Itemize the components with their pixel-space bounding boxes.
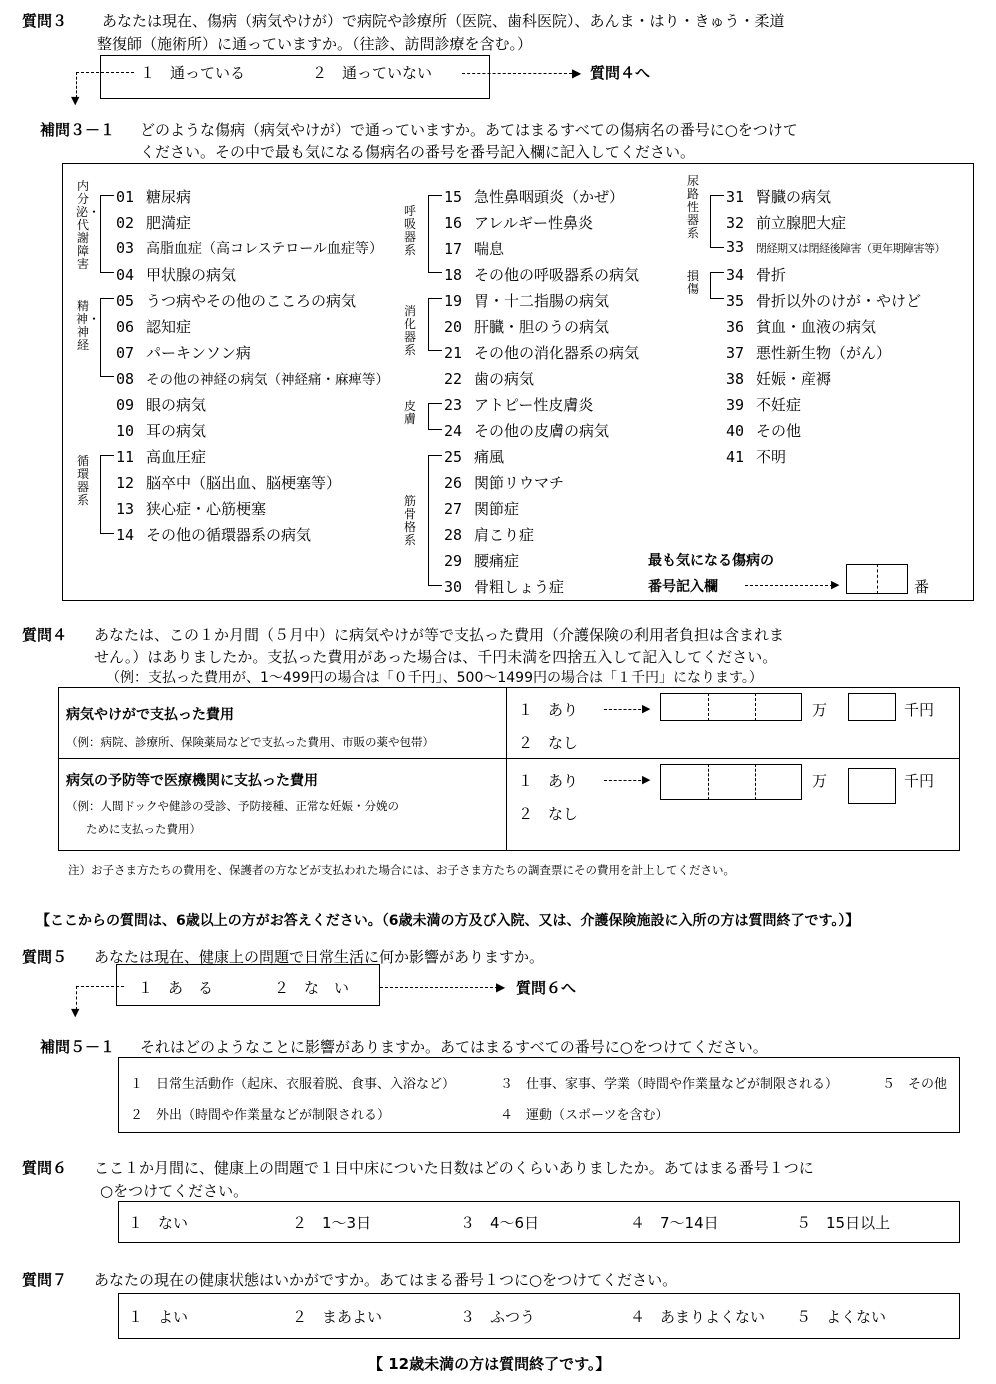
disease-item-06[interactable]: 06 認知症 <box>116 318 192 336</box>
q4-row1-note: （例：病院、診療所、保険薬局などで支払った費用、市販の薬や包帯） <box>66 735 434 749</box>
q4-text-line1: あなたは、この１か月間（５月中）に病気やけが等で支払った費用（介護保険の利用者負担は含まれま <box>94 626 785 644</box>
q6-option-3[interactable]: ３ 4～6日 <box>460 1214 540 1232</box>
disease-item-03[interactable]: 03 高脂血症（高コレステロール血症等） <box>116 239 384 257</box>
disease-item-36[interactable]: 36 貧血・血液の病気 <box>726 318 877 336</box>
disease-item-41[interactable]: 41 不明 <box>726 448 787 466</box>
q4-row2-note1: （例：人間ドックや健診の受診、予防接種、正常な妊娠・分娩の <box>66 799 400 813</box>
q51-label: 補問５－１ <box>40 1038 116 1056</box>
notice-12-years: 【 12歳未満の方は質問終了です。】 <box>368 1355 611 1373</box>
disease-item-26[interactable]: 26 関節リウマチ <box>444 474 565 492</box>
q51-option-2[interactable]: ２ 外出（時間や作業量などが制限される） <box>130 1108 391 1123</box>
q7-option-5[interactable]: ５ よくない <box>796 1308 887 1326</box>
q4-row2-man-field[interactable] <box>660 764 802 800</box>
q6-option-2[interactable]: ２ 1～3日 <box>292 1214 372 1232</box>
disease-item-18[interactable]: 18 その他の呼吸器系の病気 <box>444 266 640 284</box>
q4-row2-man-unit: 万 <box>812 772 828 790</box>
disease-item-40[interactable]: 40 その他 <box>726 422 802 440</box>
q4-row1-sen-unit: 千円 <box>904 701 935 719</box>
disease-item-38[interactable]: 38 妊娠・産褥 <box>726 370 832 388</box>
q3-goto: 質問４へ <box>590 64 651 82</box>
disease-item-14[interactable]: 14 その他の循環器系の病気 <box>116 526 312 544</box>
disease-item-20[interactable]: 20 肝臓・胆のうの病気 <box>444 318 610 336</box>
disease-item-22[interactable]: 22 歯の病気 <box>444 370 535 388</box>
q31-text-line1: どのような傷病（病気やけが）で通っていますか。あてはまるすべての傷病名の番号に○をつけて <box>140 121 798 139</box>
disease-item-19[interactable]: 19 胃・十二指腸の病気 <box>444 292 610 310</box>
q5-text: あなたは現在、健康上の問題で日常生活に何か影響がありますか。 <box>94 948 545 966</box>
disease-item-05[interactable]: 05 うつ病やその他のこころの病気 <box>116 292 357 310</box>
category-musculoskeletal: 筋骨格系 <box>403 494 416 547</box>
q3-option-1[interactable]: １ 通っている <box>140 64 246 82</box>
q51-option-3[interactable]: ３ 仕事、家事、学業（時間や作業量などが制限される） <box>500 1077 839 1092</box>
disease-item-10[interactable]: 10 耳の病気 <box>116 422 207 440</box>
disease-item-32[interactable]: 32 前立腺肥大症 <box>726 214 847 232</box>
q5-goto: 質問６へ <box>516 979 577 997</box>
q51-text: それはどのようなことに影響がありますか。あてはまるすべての番号に○をつけてください。 <box>140 1038 768 1056</box>
q3-text-line2: 整復師（施術所）に通っていますか。（往診、訪問診療を含む。） <box>97 35 533 53</box>
q3-option-2[interactable]: ２ 通っていない <box>312 64 433 82</box>
disease-item-34[interactable]: 34 骨折 <box>726 266 787 284</box>
disease-item-31[interactable]: 31 腎臓の病気 <box>726 188 832 206</box>
q31-label: 補問３－１ <box>40 121 116 139</box>
disease-item-29[interactable]: 29 腰痛症 <box>444 552 520 570</box>
q5-option-2[interactable]: ２ な い <box>274 979 350 997</box>
disease-item-13[interactable]: 13 狭心症・心筋梗塞 <box>116 500 267 518</box>
category-injury: 損傷 <box>686 269 699 296</box>
q51-option-4[interactable]: ４ 運動（スポーツを含む） <box>500 1108 669 1123</box>
q6-option-4[interactable]: ４ 7～14日 <box>630 1214 719 1232</box>
disease-item-04[interactable]: 04 甲状腺の病気 <box>116 266 237 284</box>
q4-text-line2: せん。）はありましたか。支払った費用があった場合は、千円未満を四捨五入して記入してください。 <box>94 648 778 666</box>
disease-item-21[interactable]: 21 その他の消化器系の病気 <box>444 344 640 362</box>
q4-row2-sen-unit: 千円 <box>904 772 935 790</box>
q4-row2-note2: ために支払った費用） <box>86 822 201 836</box>
entry-label-line2: 番号記入欄 <box>648 579 718 595</box>
q7-label: 質問７ <box>22 1271 68 1289</box>
q7-option-4[interactable]: ４ あまりよくない <box>630 1308 766 1326</box>
q4-row2-sen-field[interactable] <box>848 768 896 804</box>
disease-item-37[interactable]: 37 悪性新生物（がん） <box>726 344 892 362</box>
disease-item-25[interactable]: 25 痛風 <box>444 448 505 466</box>
disease-item-28[interactable]: 28 肩こり症 <box>444 526 535 544</box>
disease-item-01[interactable]: 01 糖尿病 <box>116 188 192 206</box>
disease-item-24[interactable]: 24 その他の皮膚の病気 <box>444 422 610 440</box>
disease-item-35[interactable]: 35 骨折以外のけが・やけど <box>726 292 922 310</box>
disease-item-23[interactable]: 23 アトピー性皮膚炎 <box>444 396 594 414</box>
q4-row2-yes[interactable]: １ あり <box>518 772 579 790</box>
disease-item-12[interactable]: 12 脳卒中（脳出血、脳梗塞等） <box>116 474 342 492</box>
disease-item-08[interactable]: 08 その他の神経の病気（神経痛・麻痺等） <box>116 370 389 388</box>
category-endocrine: 内分泌・代謝障害 <box>76 179 101 271</box>
category-circulatory: 循環器系 <box>76 454 89 507</box>
disease-item-17[interactable]: 17 喘息 <box>444 240 505 258</box>
q7-text: あなたの現在の健康状態はいかがですか。あてはまる番号１つに○をつけてください。 <box>94 1271 678 1289</box>
q4-row2-no[interactable]: ２ なし <box>518 805 579 823</box>
q4-row1-man-field[interactable] <box>660 693 802 721</box>
q6-label: 質問６ <box>22 1159 68 1177</box>
entry-label-line1: 最も気になる傷病の <box>648 553 774 569</box>
q4-row2-title: 病気の予防等で医療機関に支払った費用 <box>66 773 318 789</box>
disease-item-39[interactable]: 39 不妊症 <box>726 396 802 414</box>
q4-row1-sen-field[interactable] <box>848 693 896 721</box>
q4-label: 質問４ <box>22 626 68 644</box>
q6-option-5[interactable]: ５ 15日以上 <box>796 1214 891 1232</box>
disease-item-30[interactable]: 30 骨粗しょう症 <box>444 578 565 596</box>
category-urogenital: 尿路性器系 <box>686 174 699 240</box>
disease-item-07[interactable]: 07 パーキンソン病 <box>116 344 251 362</box>
q31-text-line2: ください。その中で最も気になる傷病名の番号を番号記入欄に記入してください。 <box>140 143 696 161</box>
disease-item-27[interactable]: 27 関節症 <box>444 500 520 518</box>
disease-item-33[interactable]: 33 閉経期又は閉経後障害（更年期障害等） <box>726 238 945 256</box>
disease-item-16[interactable]: 16 アレルギー性鼻炎 <box>444 214 594 232</box>
q5-label: 質問５ <box>22 948 68 966</box>
q3-text-line1: あなたは現在、傷病（病気やけが）で病院や診療所（医院、歯科医院）、あんま・はり・きゅう・柔道 <box>102 12 785 30</box>
q6-text-line1: ここ１か月間に、健康上の問題で１日中床についた日数はどのくらいありましたか。あてはまる番号１つに <box>94 1159 814 1177</box>
q7-option-1[interactable]: １ よい <box>128 1308 189 1326</box>
notice-6-years: 【ここからの質問は、6歳以上の方がお答えください。（6歳未満の方及び入院、又は、介護保険施設に入所の方は質問終了です。）】 <box>36 913 860 929</box>
category-mental: 精神・神経 <box>76 299 101 352</box>
q7-option-3[interactable]: ３ ふつう <box>460 1308 536 1326</box>
q4-row1-man-unit: 万 <box>812 701 828 719</box>
q4-row1-no[interactable]: ２ なし <box>518 734 579 752</box>
category-digestive: 消化器系 <box>403 304 416 357</box>
q5-option-1[interactable]: １ あ る <box>138 979 214 997</box>
disease-item-11[interactable]: 11 高血圧症 <box>116 448 207 466</box>
q51-option-1[interactable]: １ 日常生活動作（起床、衣服着脱、食事、入浴など） <box>130 1077 456 1092</box>
category-respiratory: 呼吸器系 <box>403 204 416 257</box>
q7-option-2[interactable]: ２ まあよい <box>292 1308 383 1326</box>
category-skin: 皮膚 <box>403 399 416 426</box>
q4-example: （例：支払った費用が、1～499円の場合は「０千円」、500～1499円の場合は「１千円」になります。） <box>106 670 763 686</box>
q4-row1-title: 病気やけがで支払った費用 <box>66 707 234 723</box>
q3-label: 質問３ <box>22 12 68 30</box>
entry-suffix: 番 <box>914 578 930 596</box>
q51-option-5[interactable]: ５ その他 <box>882 1077 948 1092</box>
q6-text-line2: ○をつけてください。 <box>100 1182 249 1200</box>
disease-item-02[interactable]: 02 肥満症 <box>116 214 192 232</box>
q6-option-1[interactable]: １ ない <box>128 1214 189 1232</box>
q4-footnote: 注）お子さま方たちの費用を、保護者の方などが支払われた場合には、お子さま方たちの調査票にその費用を計上してください。 <box>68 863 735 877</box>
disease-item-09[interactable]: 09 眼の病気 <box>116 396 207 414</box>
q4-row1-yes[interactable]: １ あり <box>518 701 579 719</box>
disease-item-15[interactable]: 15 急性鼻咽頭炎（かぜ） <box>444 188 625 206</box>
